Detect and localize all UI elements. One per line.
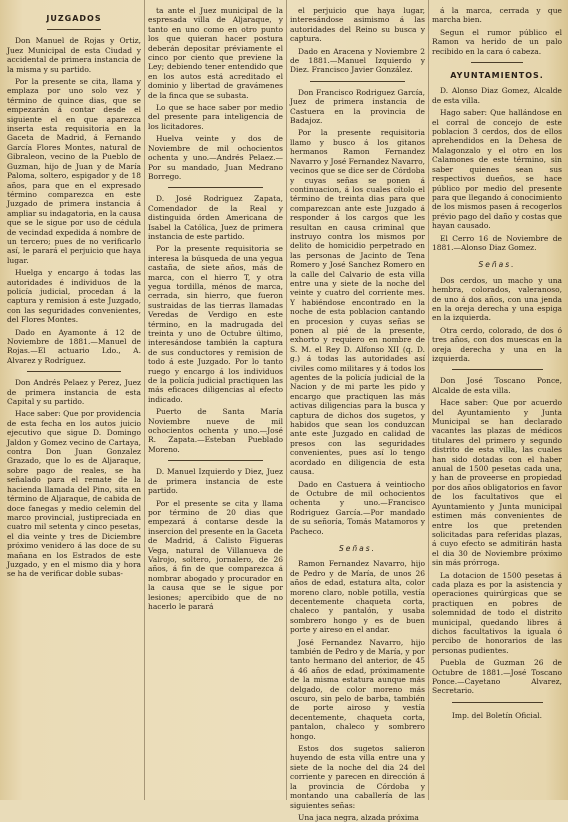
notice-paragraph: Otra cerdo, colorado, de dos ó tres años, con dos muescas en la oreja derecha y una en la izquierda.: [432, 325, 562, 363]
notice-paragraph: Puerto de Santa María Noviembre nueve de mil ochocientos ochenta y uno.—José R. Zapata.—Esteban Pueblado Moreno.: [148, 407, 283, 454]
notice-paragraph: Segun el rumor público el Ramon va herido de un palo recibido en la cara ó cabeza.: [432, 27, 562, 56]
notice-paragraph: Puebla de Guzman 26 de Octubre de 1881.—José Toscano Ponce.—Cayetano Alvarez, Secretario.: [432, 658, 562, 696]
divider: [27, 371, 121, 372]
notice-paragraph: D. Manuel Izquierdo y Diez, Juez de primera instancia de este partido.: [148, 467, 283, 496]
divider: [168, 460, 263, 461]
divider: [452, 369, 543, 370]
divider: [471, 62, 523, 63]
notice-paragraph: Por la presente requisitoria llamo y busco á los gitanos hermanos Ramon Fernandez Navarro y José Fernandez Navarro, vecinos que se dice ser de Córdoba y cuyas señas se ponen á continuacion, á los cuales cítolo el término de treinta dias para que comparezcan ante este Juzgado á responder á los cargos que les resultan en causa criminal que instruyo contra los mismos por delito de homicidio perpetrado en las personas de Jacinto de Tena Romero y José Sanchez Romero en la calle del Calvario de esta villa entre una y siete de la noche del veinte y cuatro del corriente mes. Y habiéndose encontrado en la noche de esta poblacion cantando en procesion y cuyas señas se ponen al pié de la presente, exhorto y requiero en nombre de S. M. el Rey D. Alfonso XII (q. D. g.) á todas las autoridades así civiles como militares y á todos los agentes de la policía judicial de la Nacion y de mi parte les pido y encargo que practiquen las más activas diligencias para la busca y captura de dichos dos sugetos, y habidos que sean los conduzcan ante este Juzgado en calidad de presos con las seguridades convenientes, pues así lo tengo acordado en diligencia de esta causa.: [290, 128, 425, 477]
divider: [47, 29, 101, 30]
notice-paragraph: Dado en Ayamonte á 12 de Noviembre de 1881.—Manuel de Rojas.—El actuario Ldo., A. Alvarez y Rodríguez.: [7, 327, 141, 365]
notice-paragraph: Hace saber: Que por acuerdo del Ayuntamiento y Junta Municipal se han declarado vacantes las plazas de médicos titulares del primero y segundo distrito de esta villa, las cuales han sido dotadas con el haber anual de 1500 pesetas cada una, y han de proveerse en propiedad por dos años obligatorios en favor de los facultativos que el Ayuntamiento y Junta municipal estimen más convenientes de entre los que pretenden solicitadas para referidas plazas, á cuyo efecto se admitirán hasta el dia 30 de Noviembre próximo sin más prórroga.: [432, 398, 562, 568]
notice-paragraph: Por la presente requisitoria se interesa la búsqueda de una yegua castaña, de siete años, más de marca, con el hierro T, y otra yegua tordilla, ménos de marca, cerrada, sin hierro, que fueron sustraidas de las tierras llamadas Veredas de Verdigo en este término, en la madrugada del treinta y uno de Octubre último, interesándose también la captura de sus conductores y remision de todo á este Juzgado. Por lo tanto ruego y encargo á los individuos de la policía judicial practiquen las más eficaces diligencias al efecto indicado.: [148, 244, 283, 404]
column-1: [4, 0, 144, 800]
divider: [168, 187, 263, 188]
divider: [310, 81, 405, 82]
notice-paragraph: D. Alonso Diaz Gomez, Alcalde de esta villa.: [432, 86, 562, 105]
column-4: [429, 0, 565, 800]
notice-paragraph: Don Manuel de Rojas y Ortiz, Juez Municipal de esta Ciudad y accidental de primera instancia de la misma y su partido.: [7, 36, 141, 74]
notice-paragraph: Dos cerdos, un macho y una hembra, colorados, valeranoso, de uno á dos años, con una jenda en la oreja derecha y una espiga en la izquierda.: [432, 275, 562, 323]
notice-paragraph: Lo que se hace saber por medio del presente para inteligencia de los licitadores.: [148, 103, 283, 131]
notice-paragraph: ta ante el Juez municipal de la espresada villa de Aljaraque, y tanto en uno como en otro punto los que quieran hacer postura deberán depositar préviamente el cinco por ciento que previene la Ley; debiendo tener entendido que en los autos está acreditado el dominio y libertad de gravámenes de la finca que se subasta.: [148, 6, 283, 100]
section-heading-juzgados: JUZGADOS: [46, 14, 102, 23]
notice-paragraph: Don Francisco Rodriguez García, Juez de primera instancia de Castuera en la provincia de Badajoz.: [290, 87, 425, 126]
printer-imprint: Imp. del Boletín Oficial.: [451, 710, 543, 720]
notice-paragraph: Por el presente se cita y llama por término de 20 dias que empezará á contarse desde la insercion del presente en la Gaceta de Madrid, á Calisto Figueras Vega, natural de Villanueva de Valrojo, soltero, jornalero, de 26 años, á fin de que comparezca á nombrar abogado y procurador en la causa que se le sigue por lesiones; apercibido que de no hacerlo le parará: [148, 498, 283, 611]
notice-paragraph: El Cerro 16 de Noviembre de 1881.—Alonso Diaz Gomez.: [432, 233, 562, 252]
senas-heading: Señas.: [338, 543, 377, 553]
notice-paragraph: D. José Rodriguez Zapata, Comendador de la Real y distinguida órden Americana de Isabel la Católica, Juez de primera instancia de este partido.: [148, 194, 283, 241]
notice-paragraph: el perjuicio que haya lugar, interesándose asimismo á las autoridades del Reino su busca y captura.: [290, 6, 425, 44]
notice-paragraph: Dado en Castuera á veintiocho de Octubre de mil ochocientos ochenta y uno.—Francisco Rodriguez García.—Por mandado de su señoría, Tomás Matamoros y Pacheco.: [290, 479, 425, 536]
section-heading-ayuntamientos: AYUNTAMIENTOS.: [450, 71, 544, 81]
notice-paragraph: Una jaca negra, alzada próxima: [298, 812, 419, 822]
notice-paragraph: Hace saber: Que por providencia de esta fecha en los autos juicio ejecutivo que sigue D. Domingo Jaldon y Gomez vecino de Cartaya, contra Don Juan Gonzalez Grazado, que lo es de Aljaraque, sobre pago de reales, se ha señalado para el remate de la hacienda llamada del Pino, sita en término de Aljaraque, de cabida de doce fanegas y medio celemin del marco provincial, justipreciada en cuatro mil setenta y cinco pesetas, el dia veinte y tres de Diciembre próximo venidero á las doce de su mañana en los Estrados de este Juzgado, y en el mismo dia y hora se ha de verificar doble subas-: [7, 409, 141, 579]
column-2: [145, 0, 286, 800]
notice-paragraph: La dotacion de 1500 pesetas á cada plaza es por la asistencia y operaciones quirúrgicas que se practiquen en pobres de solemnidad de todo el distrito municipal, quedando libres á dichos facultativos la iguala ó percibo de honorarios de las personas pudientes.: [432, 570, 562, 655]
notice-paragraph: José Fernandez Navarro, hijo también de Pedro y de María, y por tanto hermano del anterior, de 45 á 46 años de edad, próximamente de la misma estatura aunque más delgado, de color moreno más oscuro, sin pelo de barba, también de porte airoso y vestía decentemente, chaqueta corta, pantalon, chaleco y sombrero hongo.: [290, 637, 425, 741]
notice-paragraph: Huelva veinte y dos de Noviembre de mil ochocientos ochenta y uno.—Andrés Pelaez.—Por su mandado, Juan Medrano Borrego.: [148, 134, 283, 181]
notice-paragraph: Don José Toscano Ponce, Alcalde de esta villa.: [432, 376, 562, 395]
notice-paragraph: Dado en Aracena y Noviembre 2 de 1881.—Manuel Izquierdo y Diez. Francisco Javier González.: [290, 46, 425, 75]
notice-paragraph: Hago saber: Que hallándose en el corral de concejo de este poblacion 3 cerdos, dos de ellos aprehendidos en la Dehesa de Malagonzalo y el otro en los Calamones de este término, sin saber quienes sean sus respectivos dueños, se hace público por medio del presente para que llegando á conocimiento de los mismos pasen á recogerlos prévio pago del daño y costas que hayan causado.: [432, 108, 562, 231]
notice-paragraph: Don Andrés Pelaez y Perez, Juez de primera instancia de esta Capital y su partido.: [7, 378, 141, 407]
notice-paragraph: Ramon Fernandez Navarro, hijo de Pedro y de María, de unos 26 años de edad, estatura alta, color moreno claro, noble potilla, vestía decentemente chaqueta corta, chaleco y pantalón, y usaba sombrero hongo y es de buen porte y aireso en el andar.: [290, 559, 425, 635]
divider: [452, 702, 543, 703]
column-3: [287, 0, 428, 822]
senas-heading: Señas.: [478, 260, 516, 270]
notice-paragraph: Por la presente se cita, llama y emplaza por uno solo vez y término de quince dias, que se empezarán á contar desde el siguiente el en que aparezca inserta esta requisitoria en la Gaceta de Madrid, á Fernando García Flores Montes, natural de Gibraleon, vecino de la Pueblo de Guzman, hijo de Juan y de María Paloma, soltero, espigador y de 18 años, para que en el expresado término comparezca en este Juzgado de primera instancia á ampliar su indagatoria, en la causa que se le sigue por uso de cédula de vecindad expedida á nombre de un tercero; pues de no verificarlo así, le parará el perjuicio que haya lugar.: [7, 77, 141, 265]
notice-paragraph: á la marca, cerrada y que marcha bien.: [432, 6, 562, 25]
notice-paragraph: Estos dos sugetos salieron huyendo de esta villa entre una y siete de la noche del dia 24 del corriente y parecen en dirección á la provincia de Córdoba y montando una caballería de las siguientes señas:: [290, 744, 425, 810]
notice-paragraph: Huelga y encargo á todas las autoridades é individuos de la policía judicial, procedan á la captura y remision á este Juzgado, con las seguridades convenientes, del Flores Montes.: [7, 268, 141, 325]
